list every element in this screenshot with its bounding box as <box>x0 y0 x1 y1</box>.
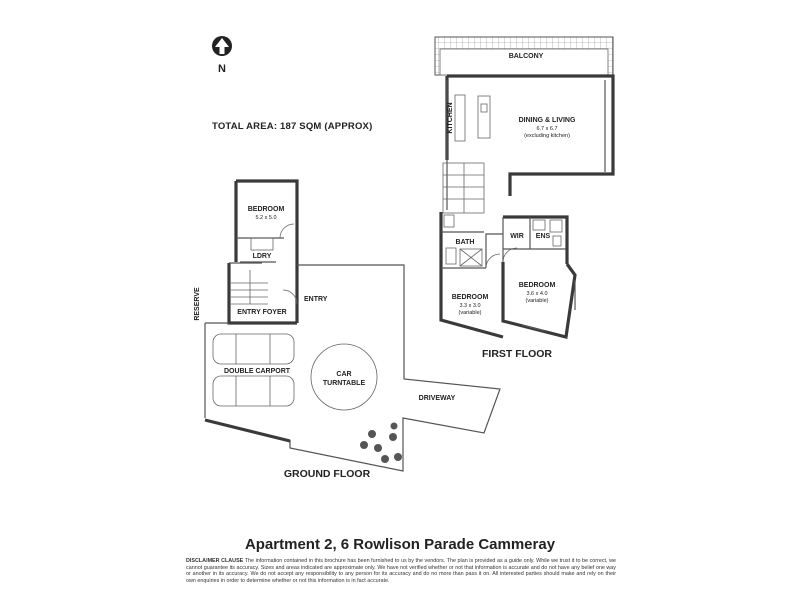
north-arrow-icon <box>212 36 232 56</box>
car-turntable-label-1: CAR <box>336 371 352 378</box>
bedroom-left-dims: 3.3 x 3.0 <box>459 303 481 309</box>
first-floor-title: FIRST FLOOR <box>482 348 552 360</box>
bedroom-left-label: BEDROOM <box>451 294 489 301</box>
total-area: TOTAL AREA: 187 SQM (APPROX) <box>212 121 373 132</box>
entry-foyer-label: ENTRY FOYER <box>237 309 287 316</box>
north-label: N <box>218 63 226 75</box>
bedroom-right-note: (variable) <box>525 298 549 304</box>
dining-living-dims: 6.7 x 6.7 <box>536 126 558 132</box>
ground-bedroom-dims: 5.2 x 5.0 <box>255 215 277 221</box>
garden-shrubs-icon <box>360 423 402 464</box>
bedroom-left-note: (variable) <box>458 310 482 316</box>
balcony-label: BALCONY <box>508 53 544 60</box>
kitchen-label: KITCHEN <box>447 102 454 134</box>
dining-living-note: (excluding kitchen) <box>524 133 570 139</box>
disclaimer-label: DISCLAIMER CLAUSE <box>186 558 244 564</box>
car-turntable-label-2: TURNTABLE <box>322 380 366 387</box>
disclaimer <box>186 558 616 584</box>
bedroom-right-label: BEDROOM <box>518 282 556 289</box>
entry-label: ENTRY <box>304 296 328 303</box>
laundry-label: LDRY <box>252 253 272 260</box>
driveway-label: DRIVEWAY <box>418 395 456 402</box>
bath-label: BATH <box>455 239 475 246</box>
wir-label: WIR <box>510 233 524 240</box>
dining-living-label: DINING & LIVING <box>518 117 576 124</box>
property-caption: Apartment 2, 6 Rowlison Parade Cammeray <box>244 536 556 553</box>
bedroom-right-dims: 3.6 x 4.0 <box>526 291 548 297</box>
ground-floor-plan <box>205 181 500 471</box>
double-carport-label: DOUBLE CARPORT <box>223 368 291 375</box>
ground-floor-title: GROUND FLOOR <box>283 468 371 480</box>
ground-bedroom-label: BEDROOM <box>247 206 285 213</box>
first-floor-plan <box>435 37 613 337</box>
disclaimer-text: The information contained in this brochure has been furnished to us by the vendors. The plan is provided as a guide only. While we trust it to be correct, we cannot guarantee its accuracy. Sizes and areas indicated are approximate only. We have not verified whether or not that information is accurate and do not have any belief one way or another in its accuracy. We do not accept any responsibility to any person for its accuracy and do no more than pass it on. All interested parties should make and rely on their own enquiries in order to determine whether or not this information is in fact accurate. <box>186 558 617 584</box>
reserve-label: RESERVE <box>194 287 201 321</box>
ens-label: ENS <box>535 233 551 240</box>
